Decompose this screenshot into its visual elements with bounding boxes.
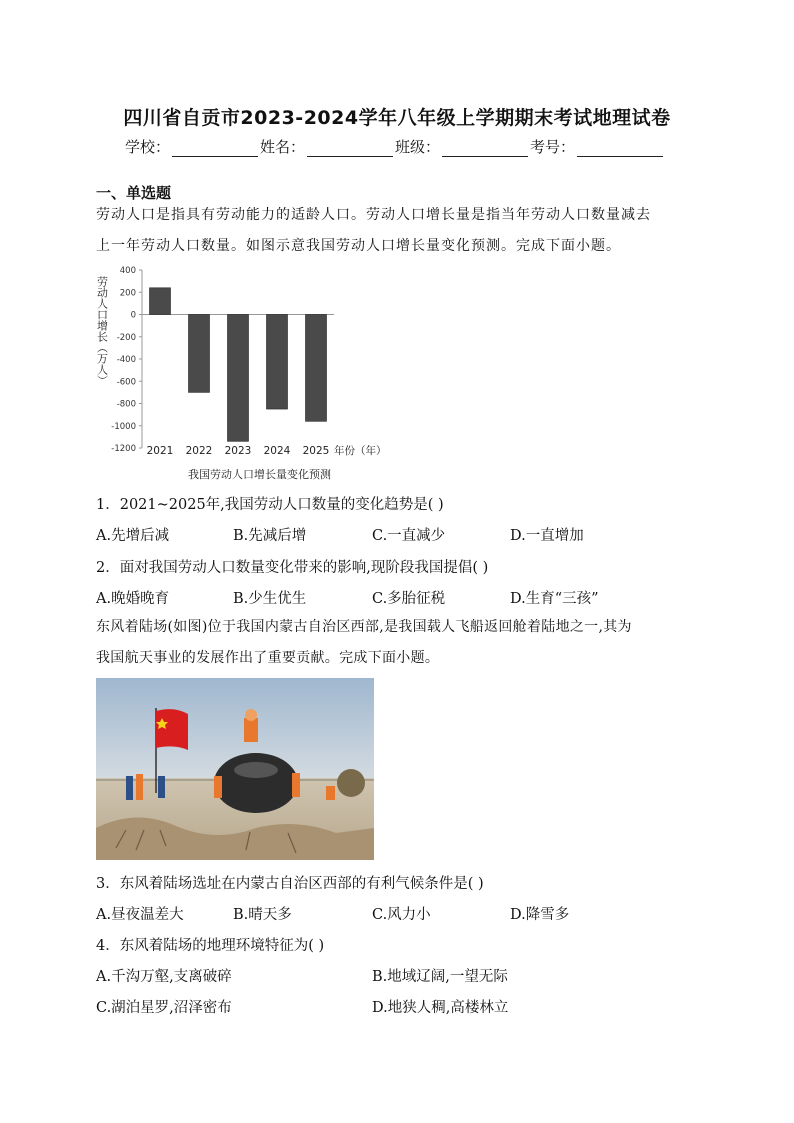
q2-option-b[interactable]: B.少生优生 [233,591,307,607]
bar [189,315,210,393]
question-3-stem: 3．东风着陆场选址在内蒙古自治区西部的有利气候条件是( ) [96,876,484,892]
labor-population-chart [92,262,392,462]
x-axis-label: 年份（年） [334,445,387,457]
name-blank[interactable] [307,140,393,157]
q2-option-a[interactable]: A.晚婚晚育 [96,591,170,607]
y-tick-label: -800 [116,399,136,410]
passage-2-line-2: 我国航天事业的发展作出了重要贡献。完成下面小题。 [96,650,440,666]
question-2-stem: 2．面对我国劳动人口数量变化带来的影响,现阶段我国提倡( ) [96,560,489,576]
x-tick-label: 2025 [302,445,330,457]
name-label: 姓名： [260,138,306,156]
landing-site-photo [96,678,374,860]
x-tick-label: 2021 [146,445,174,457]
q2-option-c[interactable]: C.多胎征税 [372,591,446,607]
bar [150,288,171,315]
x-tick-label: 2023 [224,445,252,457]
passage-2-line-1: 东风着陆场(如图)位于我国内蒙古自治区西部,是我国载人飞船返回舱着陆地之一,其为 [96,619,632,635]
y-tick-label: 200 [119,288,136,299]
x-tick-label: 2024 [263,445,291,457]
class-label: 班级： [395,138,441,156]
q2-option-d[interactable]: D.生育“三孩” [510,591,599,607]
bar [228,315,249,442]
exam-number-blank[interactable] [577,140,663,157]
q3-option-a[interactable]: A.昼夜温差大 [96,907,184,923]
y-tick-label: -200 [116,332,136,343]
passage-1-line-2: 上一年劳动人口数量。如图示意我国劳动人口增长量变化预测。完成下面小题。 [96,238,621,254]
question-4-stem: 4．东风着陆场的地理环境特征为( ) [96,938,325,954]
student-info-row [125,136,665,157]
bar [267,315,288,410]
q3-option-b[interactable]: B.晴天多 [233,907,292,923]
chart-caption: 我国劳动人口增长量变化预测 [188,468,331,481]
y-tick-label: -400 [116,355,136,365]
q1-option-b[interactable]: B.先减后增 [233,528,307,544]
passage-2 [96,612,706,674]
q4-option-d[interactable]: D.地狭人稠,高楼林立 [372,1000,509,1016]
q4-option-b[interactable]: B.地域辽阔,一望无际 [372,969,508,985]
q1-option-d[interactable]: D.一直增加 [510,528,584,544]
section-title: 一、单选题 [96,184,172,202]
question-1-stem: 1．2021~2025年,我国劳动人口数量的变化趋势是( ) [96,497,444,513]
q1-option-a[interactable]: A.先增后减 [96,528,170,544]
q4-option-c[interactable]: C.湖泊星罗,沼泽密布 [96,1000,232,1016]
passage-1 [96,200,706,262]
y-axis-label: 劳动人口增长（万人） [95,276,109,386]
q3-option-c[interactable]: C.风力小 [372,907,431,923]
y-tick-label: -600 [116,377,136,388]
exam-number-label: 考号： [530,138,576,156]
q4-option-a[interactable]: A.千沟万壑,支离破碎 [96,969,232,985]
school-label: 学校： [125,138,171,156]
y-tick-label: 0 [130,310,136,321]
passage-1-line-1: 劳动人口是指具有劳动能力的适龄人口。劳动人口增长量是指当年劳动人口数量减去 [96,207,651,223]
class-blank[interactable] [442,140,528,157]
q3-option-d[interactable]: D.降雪多 [510,907,570,923]
bar [306,315,327,422]
exam-title: 四川省自贡市2023-2024学年八年级上学期期末考试地理试卷 [123,107,671,129]
school-blank[interactable] [172,140,258,157]
y-tick-label: 400 [119,266,136,276]
x-tick-label: 2022 [185,445,213,457]
y-tick-label: -1000 [111,421,136,432]
y-tick-label: -1200 [111,444,136,454]
q1-option-c[interactable]: C.一直减少 [372,528,446,544]
